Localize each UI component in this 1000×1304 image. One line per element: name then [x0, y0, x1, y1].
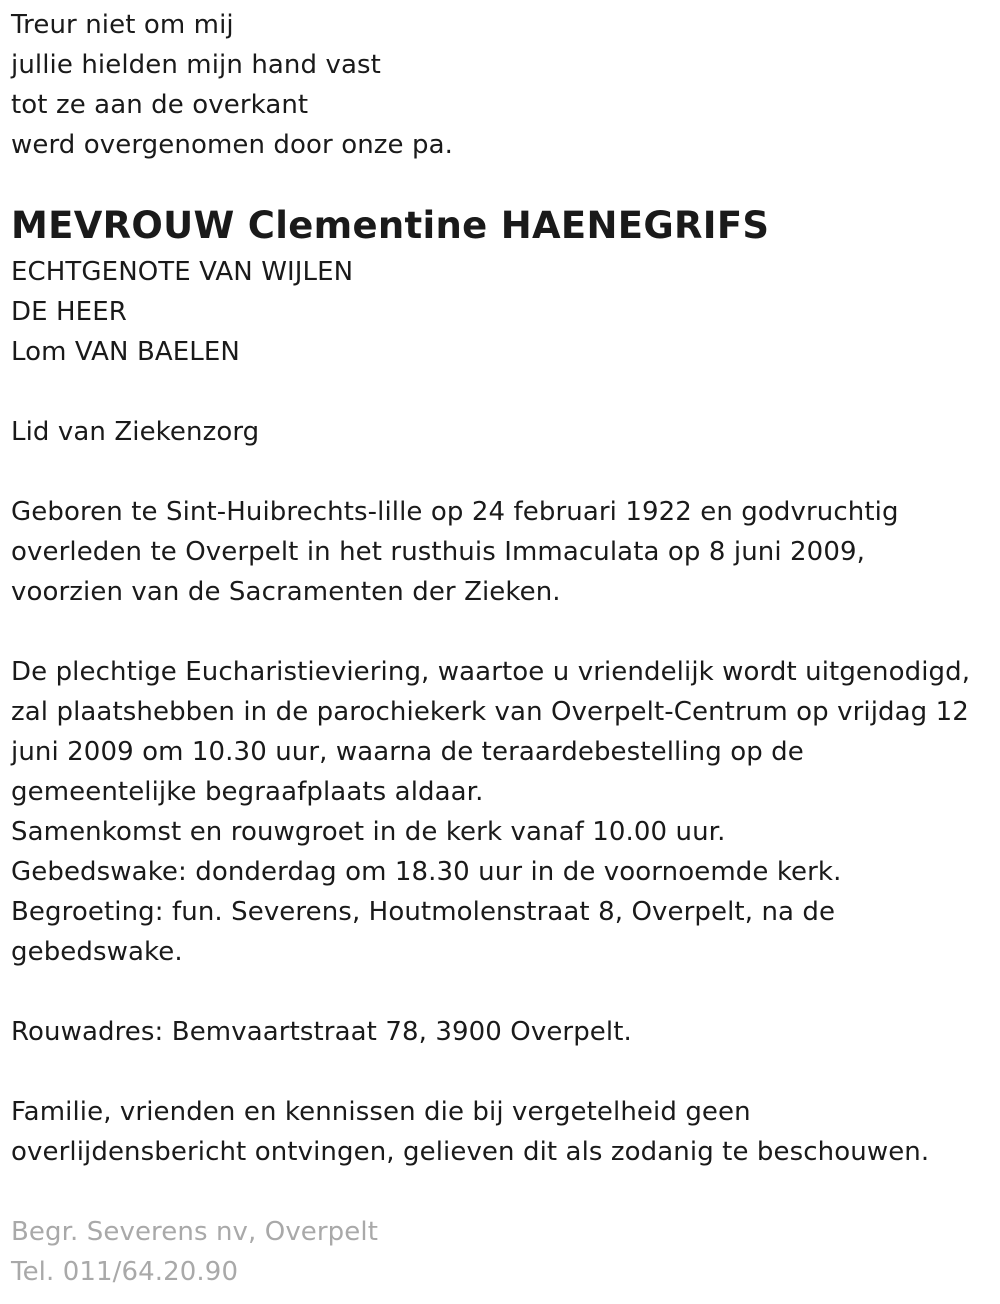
paragraph-line: Begroeting: fun. Severens, Houtmolenstraat 8, Overpelt, na de [11, 897, 836, 927]
spouse-line: ECHTGENOTE VAN WIJLEN [11, 257, 354, 287]
paragraph-line: Gebedswake: donderdag om 18.30 uur in de voornoemde kerk. [11, 857, 842, 887]
paragraph-line: overlijdensbericht ontvingen, gelieven dit als zodanig te beschouwen. [11, 1137, 930, 1167]
paragraph-line: gemeentelijke begraafplaats aldaar. [11, 777, 484, 807]
spacer [11, 1052, 996, 1092]
paragraph-line: zal plaatshebben in de parochiekerk van Overpelt-Centrum op vrijdag 12 [11, 697, 969, 727]
spacer [11, 612, 996, 652]
spacer [11, 452, 996, 492]
mourning-address: Rouwadres: Bemvaartstraat 78, 3900 Overpelt. [11, 1017, 632, 1047]
membership: Lid van Ziekenzorg [11, 417, 260, 447]
funeral-home-phone: Tel. 011/64.20.90 [11, 1257, 239, 1287]
spacer [11, 1172, 996, 1212]
spouse-line: DE HEER [11, 297, 127, 327]
notice-paragraph [11, 1092, 996, 1172]
spacer [11, 372, 996, 412]
funeral-home-footer [11, 1212, 996, 1292]
poem-line: tot ze aan de overkant [11, 90, 309, 120]
paragraph-line: De plechtige Eucharistieviering, waartoe u vriendelijk wordt uitgenodigd, [11, 657, 971, 687]
birth-death-paragraph [11, 492, 996, 612]
poem [11, 5, 996, 165]
deceased-name: MEVROUW Clementine HAENEGRIFS [11, 204, 770, 247]
paragraph-line: overleden te Overpelt in het rusthuis Immaculata op 8 juni 2009, [11, 537, 865, 567]
poem-line: jullie hielden mijn hand vast [11, 50, 381, 80]
spouse-line: Lom VAN BAELEN [11, 337, 240, 367]
paragraph-line: Geboren te Sint-Huibrechts-lille op 24 februari 1922 en godvruchtig [11, 497, 899, 527]
poem-line: werd overgenomen door onze pa. [11, 130, 454, 160]
paragraph-line: juni 2009 om 10.30 uur, waarna de teraardebestelling op de [11, 737, 804, 767]
obituary-notice [11, 0, 996, 1292]
poem-line: Treur niet om mij [11, 10, 234, 40]
paragraph-line: Samenkomst en rouwgroet in de kerk vanaf 10.00 uur. [11, 817, 726, 847]
paragraph-line: gebedswake. [11, 937, 183, 967]
paragraph-line: Familie, vrienden en kennissen die bij vergetelheid geen [11, 1097, 751, 1127]
spacer [11, 972, 996, 1012]
ceremony-paragraph [11, 652, 996, 972]
paragraph-line: voorzien van de Sacramenten der Zieken. [11, 577, 561, 607]
funeral-home-name: Begr. Severens nv, Overpelt [11, 1217, 379, 1247]
spouse-info [11, 252, 996, 372]
